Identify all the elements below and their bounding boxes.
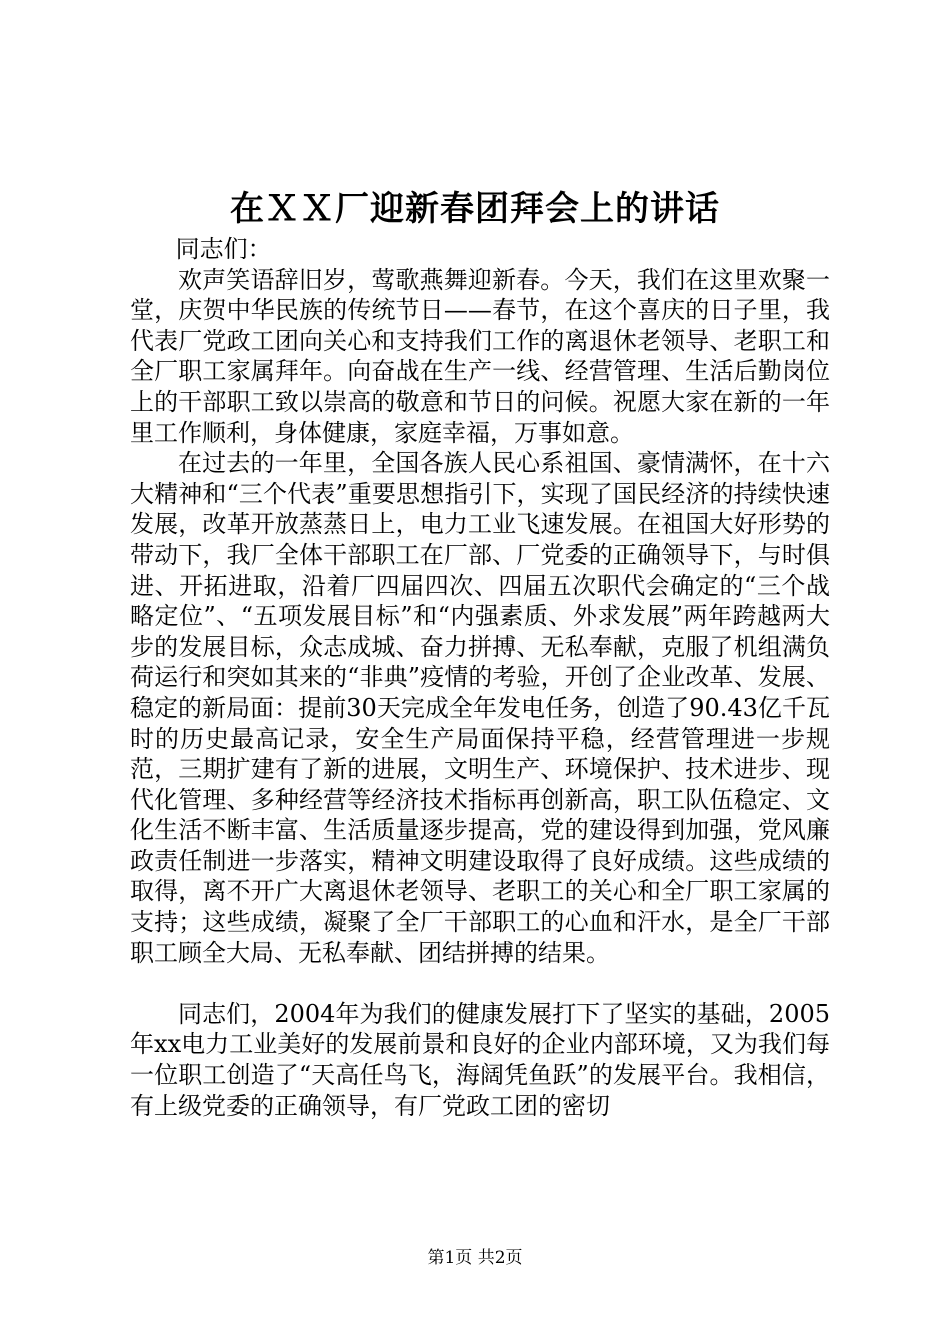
document-body [130,234,830,1121]
page-number-footer: 第1页 共2页 [427,1248,523,1268]
paragraph-future-outlook: 同志们，2004年为我们的健康发展打下了坚实的基础，2005年xx电力工业美好的发展前景和良好的企业内部环境，又为我们每一位职工创造了“天高任鸟飞，海阔凭鱼跃”的发展平台。我相信，有上级党委的正确领导，有厂党政工团的密切 [130,999,830,1120]
document-title: 在ＸＸ厂迎新春团拜会上的讲话 [230,189,720,229]
paragraph-past-year-achievements: 在过去的一年里，全国各族人民心系祖国、豪情满怀，在十六大精神和“三个代表”重要思想指引下，实现了国民经济的持续快速发展，改革开放蒸蒸日上，电力工业飞速发展。在祖国大好形势的带动下，我厂全体干部职工在厂部、厂党委的正确领导下，与时俱进、开拓进取，沿着厂四届四次、四届五次职代会确定的“三个战略定位”、“五项发展目标”和“内强素质、外求发展”两年跨越两大步的发展目标，众志成城、奋力拼搏、无私奉献，克服了机组满负荷运行和突如其来的“非典”疫情的考验，开创了企业改革、发展、稳定的新局面：提前30天完成全年发电任务，创造了90.43亿千瓦时的历史最高记录，安全生产局面保持平稳，经营管理进一步规范，三期扩建有了新的进展，文明生产、环境保护、技术进步、现代化管理、多种经营等经济技术指标再创新高，职工队伍稳定、文化生活不断丰富、生活质量逐步提高，党的建设得到加强，党风廉政责任制进一步落实，精神文明建设取得了良好成绩。这些成绩的取得，离不开广大离退休老领导、老职工的关心和全厂职工家属的支持；这些成绩，凝聚了全厂干部职工的心血和汗水，是全厂干部职工顾全大局、无私奉献、团结拼搏的结果。 [130,449,830,967]
paragraph-new-year-greeting: 欢声笑语辞旧岁，莺歌燕舞迎新春。今天，我们在这里欢聚一堂，庆贺中华民族的传统节日——春节，在这个喜庆的日子里，我代表厂党政工团向关心和支持我们工作的离退休老领导、老职工和全厂职工家属拜年。向奋战在生产一线、经营管理、生活后勤岗位上的干部职工致以崇高的敬意和节日的问候。祝愿大家在新的一年里工作顺利，身体健康，家庭幸福，万事如意。 [130,265,830,447]
greeting-line: 同志们： [175,235,272,263]
